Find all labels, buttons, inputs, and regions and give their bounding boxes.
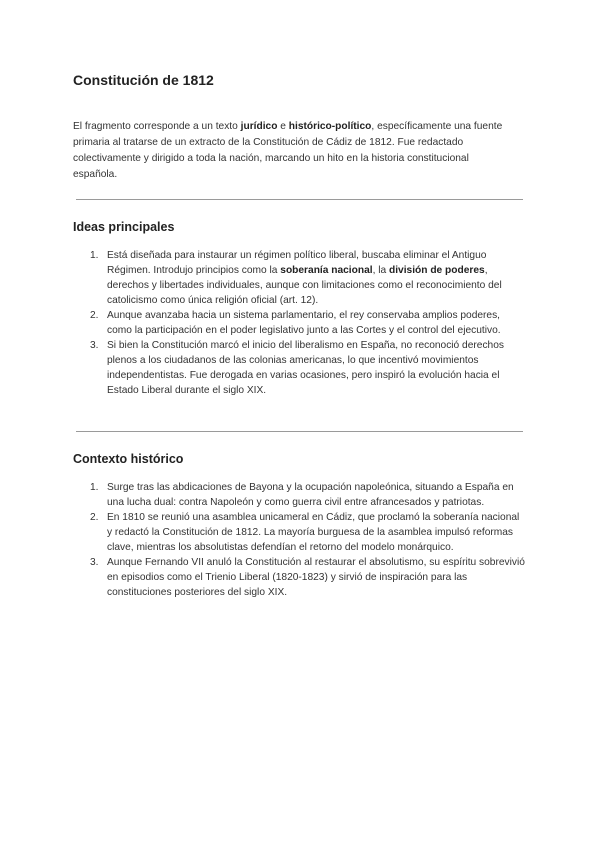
list-item [73, 480, 525, 510]
list-item-text: Si bien la Constitución marcó el inicio del liberalismo en España, no reconoció derechos plenos a los ciudadanos de las colonias americanas, lo que incentivó movimientos independentistas. Fue derogada en varias ocasiones, pero inspiró la evolución hacia el Estado Liberal durante el siglo XIX. [107, 340, 504, 396]
ideas-item-1-text-2: , la [372, 265, 389, 276]
page-title: Constitución de 1812 [73, 72, 214, 88]
intro-text-2: e [277, 121, 289, 132]
intro-paragraph [73, 119, 513, 183]
intro-text-3: , específicamente una fuente primaria al tratarse de un extracto de la Constitución de Cádiz de 1812. Fue redactado colectivamente y dirigido a toda la nación, marcando un hito en la historia constitucional española. [73, 121, 503, 180]
intro-text-1: El fragmento corresponde a un texto [73, 121, 241, 132]
ideas-item-1-bold-soberania: soberanía nacional [280, 265, 373, 276]
list-item-text: Aunque Fernando VII anuló la Constitución al restaurar el absolutismo, su espíritu sobrevivió en episodios como el Trienio Liberal (1820-1823) y sirvió de inspiración para las constituciones posteriores del siglo XIX. [107, 557, 525, 598]
intro-bold-historico: histórico-político [288, 121, 372, 132]
list-item-number: 2. [90, 512, 99, 523]
list-item-text: Aunque avanzaba hacia un sistema parlamentario, el rey conservaba amplios poderes, como la participación en el poder legislativo junto a las Cortes y el control del ejecutivo. [107, 310, 501, 336]
ideas-item-1-text-3: , derechos y libertades individuales, aunque con limitaciones como el reconocimiento del catolicismo como única religión oficial (art. 12). [107, 265, 502, 306]
list-item-number: 3. [90, 340, 99, 351]
divider-2 [76, 431, 523, 432]
list-item-text: En 1810 se reunió una asamblea unicameral en Cádiz, que proclamó la soberanía nacional y redactó la Constitución de 1812. La mayoría burguesa de la asamblea impulsó reformas clave, mientras los absolutistas defendían el retorno del modelo monárquico. [107, 512, 520, 553]
list-item-number: 3. [90, 557, 99, 568]
contexto-list [73, 480, 525, 600]
list-item-text [107, 248, 525, 308]
list-item-number: 1. [90, 482, 99, 493]
list-item [73, 555, 525, 600]
intro-bold-juridico: jurídico [240, 121, 278, 132]
list-item [73, 308, 525, 338]
list-item [73, 338, 525, 398]
list-item [73, 510, 525, 555]
contexto-heading: Contexto histórico [73, 452, 184, 466]
ideas-item-1-bold-division: división de poderes [389, 265, 485, 276]
divider-1 [76, 199, 523, 200]
ideas-item-1-text-1: Está diseñada para instaurar un régimen político liberal, buscaba eliminar el Antiguo Régimen. Introdujo principios como la [107, 250, 487, 276]
list-item-text: Surge tras las abdicaciones de Bayona y la ocupación napoleónica, situando a España en una lucha dual: contra Napoleón y como guerra civil entre afrancesados y patriotas. [107, 482, 514, 508]
list-item [73, 248, 525, 308]
list-item-number: 1. [90, 250, 99, 261]
list-item-number: 2. [90, 310, 99, 321]
ideas-list [73, 248, 525, 398]
ideas-heading: Ideas principales [73, 220, 175, 234]
